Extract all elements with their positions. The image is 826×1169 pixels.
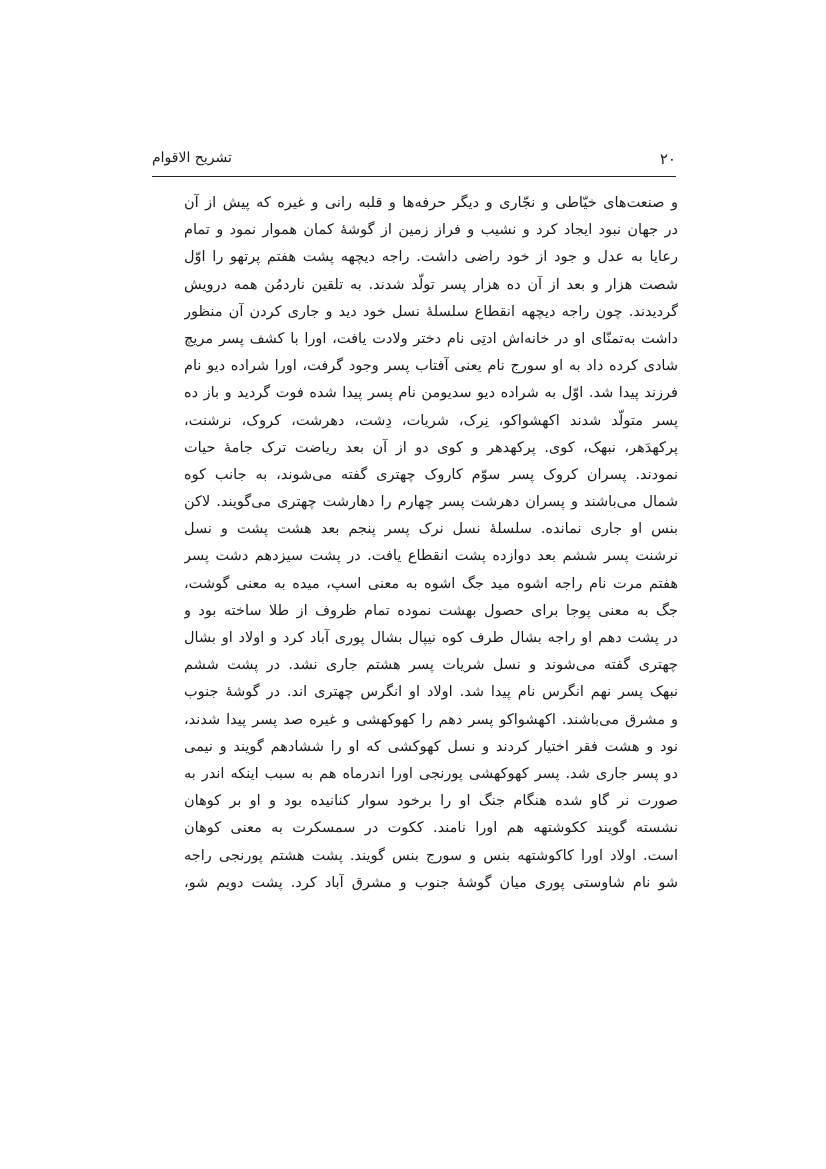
text-line: جگ به معنی پوجا برای حصول بهشت نموده تمام ظروف از طلا ساخته بود و <box>184 602 678 619</box>
text-line: در جهان نبود ایجاد کرد و نشیب و فراز زمین از گوشهٔ کمان هموار نمود و تمام <box>184 222 678 239</box>
text-line: نمودند. پسران کروک پسر سوّم کاروک چهتری گفته می‌شوند، به جانب کوه <box>184 466 678 483</box>
text-line: است. اولاد اورا کاکوشتهه بنس و سورج بنس گویند. پشت هشتم پورنجی راجه <box>184 847 678 864</box>
text-line: نشسته گویند ککوشتهه هم اورا نامند. ککوت در سمسکرت به معنی کوهان <box>184 820 678 837</box>
text-line: شصت هزار و بعد از آن ده هزار پسر تولّد شدند. به تلقین ناردمُن همه درویش <box>184 276 678 293</box>
text-line: داشت به‌تمنّای او در خانه‌اش ادتِی نام دختر ولادت یافت، اورا با کشف پسر مریچ <box>184 330 678 347</box>
page-number: ۲۰ <box>659 150 676 168</box>
text-line: شمال می‌باشند و پسران دهرشت پسر چهارم را دهارشت چهتری می‌گویند. لاکن <box>184 494 678 511</box>
text-line: و مشرق می‌باشند. اکهشواکو پسر دهم را کهوکهشی و غیره صد پسر پیدا شدند، <box>184 711 678 728</box>
text-line: بنس او جاری نمانده. سلسلهٔ نسل نرک پسر پنجم بعد هشت پشت و نسل <box>184 521 678 538</box>
text-line: فرزند پیدا شد. اوّل به شراده دیو سدیومن نام پسر پیدا شده فوت گردید و باز ده <box>184 385 678 402</box>
text-line: در پشت دهم او راجه بشال طرف کوه نیپال بشال پوری آباد کرد و اولاد او بشال <box>184 630 678 646</box>
text-line: هفتم مرت نام راجه اشوه مید جگ اشوه به معنی اسپ، میده به معنی گوشت، <box>184 575 678 592</box>
text-line: چهتری گفته می‌شوند و نسل شریات پسر هشتم جاری نشد. در پشت ششم <box>184 657 678 674</box>
text-line: نرشنت پسر ششم بعد دوازده پشت انقطاع یافت. در پشت سیزدهم دشت پسر <box>184 548 678 565</box>
text-line: پسر متولّد شدند اکهشواکو، نِرک، شریات، دِشت، دهرشت، کروک، نرشنت، <box>184 412 678 429</box>
body-text <box>184 190 678 897</box>
text-line: رعایا به عدل و جود از خود راضی داشت. راجه دیچهه پشت هفتم پرتهو را اوّل <box>184 249 678 266</box>
text-line: و صنعت‌های خیّاطی و نجّاری و دیگر حرفه‌ها و قلبه رانی و غیره که پیش از آن <box>184 195 678 211</box>
running-title: تشریح الاقوام <box>152 150 232 166</box>
text-line: صورت نر گاو شده هنگام جنگ او را برخود سوار کنانیده بود و او بر کوهان <box>184 793 678 810</box>
text-line: شو نام شاوستی پوری میان گوشهٔ جنوب و مشرق آباد کرد. پشت دویم شو، <box>184 874 678 891</box>
text-line: نبهک پسر نهم انگرس نام پیدا شد. اولاد او انگرس چهتری اند. در گوشهٔ جنوب <box>184 684 678 701</box>
text-line: گردیدند. چون راجه دیچهه انقطاع سلسلهٔ نسل خود دید و جاری کردن آن منظور <box>184 303 678 320</box>
running-header <box>152 148 676 174</box>
text-line: نود و هشت فقر اختیار کردند و نسل کهوکشی که او را ششادهم گویند و نیمی <box>184 738 678 755</box>
header-rule <box>152 176 676 177</box>
text-line: پرکهدَهر، نبهک، کوی. پرکهدهر و کوی دو از آن بعد ریاضت ترک جامهٔ حیات <box>184 439 678 456</box>
text-line: شادی کرده داد به او سورج نام یعنی آفتاب پسر وجود گرفت، اورا شراده دیو نام <box>184 358 678 375</box>
text-line: دو پسر جاری شد. پسر کهوکهشی پورنجی اورا اندرماه هم به سبب اینکه اندر به <box>184 765 678 782</box>
